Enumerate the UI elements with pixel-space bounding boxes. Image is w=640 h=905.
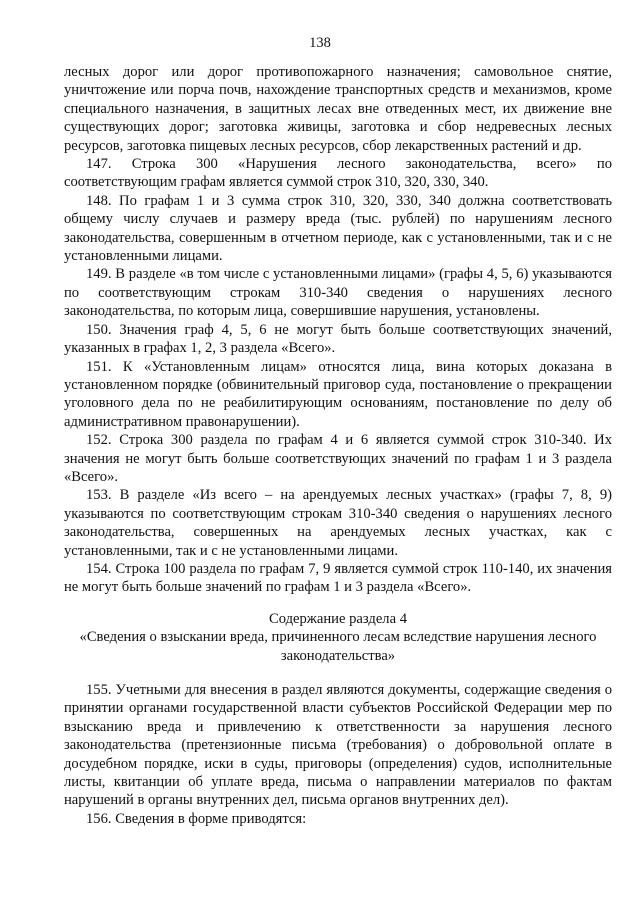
paragraph-154: 154. Строка 100 раздела по графам 7, 9 является суммой строк 110-140, их значения не могут быть больше значений по графам 1 и 3 раздела «Всего».: [64, 560, 612, 596]
document-body: [64, 63, 612, 828]
paragraph-153: 153. В разделе «Из всего – на арендуемых лесных участках» (графы 7, 8, 9) указываются по соответствующим строкам 310-340 сведения о нарушениях лесного законодательства, совершенных на арендуемых лесных участках, как с установленными, так и с не установленными лицами.: [64, 487, 612, 559]
paragraph-152: 152. Строка 300 раздела по графам 4 и 6 является суммой строк 310-340. Их значения не могут быть больше соответствующих значений по графам 1 и 3 раздела «Всего».: [64, 432, 612, 485]
section-title: «Сведения о взыскании вреда, причиненного лесам вследствие нарушения лесного законодательства»: [79, 629, 597, 664]
paragraph-149: 149. В разделе «в том числе с установленными лицами» (графы 4, 5, 6) указываются по соответствующим строкам 310-340 сведения о нарушениях лесного законодательства, по которым лица, совершившие нарушения, установлены.: [64, 266, 612, 320]
section-heading: Содержание раздела 4: [269, 610, 407, 627]
paragraph-148: 148. По графам 1 и 3 сумма строк 310, 320, 330, 340 должна соответствовать общему числу случаев и размеру вреда (тыс. рублей) по нарушениям лесного законодательства, совершенным в отчетном периоде, как с установленными, так и с не установленными лицами.: [64, 192, 612, 265]
paragraph-continuation: лесных дорог или дорог противопожарного назначения; самовольное снятие, уничтожение или порча почв, нахождение транспортных средств и механизмов, кроме специального назначения, в защитных лесах вне отведенных мест, их движение вне существующих дорог; заготовка живицы, заготовка и сбор недревесных лесных ресурсов, заготовка пищевых лесных ресурсов, сбор лекарственных растений и др.: [64, 64, 612, 154]
paragraph-147: 147. Строка 300 «Нарушения лесного законодательства, всего» по соответствующим графам является суммой строк 310, 320, 330, 340.: [64, 156, 612, 191]
paragraph-155: 155. Учетными для внесения в раздел являются документы, содержащие сведения о принятии органами государственной власти субъектов Российской Федерации мер по взысканию вреда и привлечению к ответственности за нарушения лесного законодательства (претензионные письма (требования) о добровольной оплате в досудебном порядке, иски в суды, приговоры (определения) судов, исполнительные листы, квитанции об уплате вреда, письма о направлении материалов по фактам нарушений в органы внутренних дел, письма органов внутренних дел).: [64, 682, 612, 809]
paragraph-156: 156. Сведения в форме приводятся:: [86, 810, 307, 827]
paragraph-150: 150. Значения граф 4, 5, 6 не могут быть больше соответствующих значений, указанных в графах 1, 2, 3 раздела «Всего».: [64, 321, 612, 357]
paragraph-151: 151. К «Установленным лицам» относятся лица, вина которых доказана в установленном порядке (обвинительный приговор суда, постановление о прекращении уголовного дела по не реабилитирующим основаниям, постановление по делу об административном правонарушении).: [64, 358, 612, 430]
page-number: 138: [309, 35, 331, 51]
